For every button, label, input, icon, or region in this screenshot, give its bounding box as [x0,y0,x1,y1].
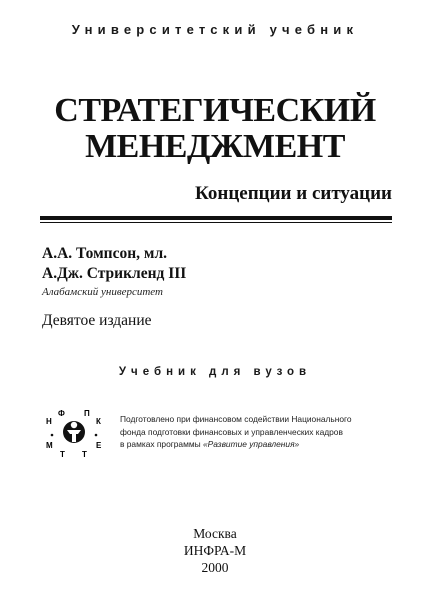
logo-letter-8: Е [96,441,102,450]
imprint-city: Москва [193,526,237,541]
author-1: А.А. Томпсон, мл. [42,245,168,262]
author-affiliation: Алабамский университет [42,286,163,298]
purpose-label: Учебник для вузов [118,366,312,378]
book-title-line-1: СТРАТЕГИЧЕСКИЙ [54,92,376,129]
support-program-name: «Развитие управления» [202,439,300,449]
logo-dot-right [95,434,98,437]
logo-dot-left [51,434,54,437]
logo-graphic [40,408,108,462]
logo-letter-7: Т [82,450,87,459]
support-line-2: фонда подготовки финансовых и управленческих кадров [120,426,343,437]
support-note [120,413,400,451]
logo-letter-6: Т [60,450,65,459]
series-label: Университетский учебник [71,22,359,37]
book-subtitle: Концепции и ситуации [195,183,392,204]
support-line-3-prefix: в рамках программы [120,439,203,449]
imprint-publisher: ИНФРА-М [183,543,247,558]
book-title-line-2: МЕНЕДЖМЕНТ [85,128,345,165]
imprint-year: 2000 [201,560,229,575]
author-2: А.Дж. Стрикленд III [42,265,187,282]
support-line-1: Подготовлено при финансовом содействии Национального [120,414,352,424]
logo-letter-1: Н [46,417,52,426]
edition-label: Девятое издание [42,312,152,329]
title-rule-thick [40,216,392,220]
support-line-3 [120,438,400,451]
logo-letter-3: П [84,409,90,418]
logo-letter-5: М [46,441,53,450]
logo-figure-head [71,422,77,428]
logo-letter-4: К [96,417,101,426]
nfpk-logo-icon [40,408,108,462]
logo-letter-2: Ф [58,409,65,418]
title-rule-thin [40,222,392,223]
